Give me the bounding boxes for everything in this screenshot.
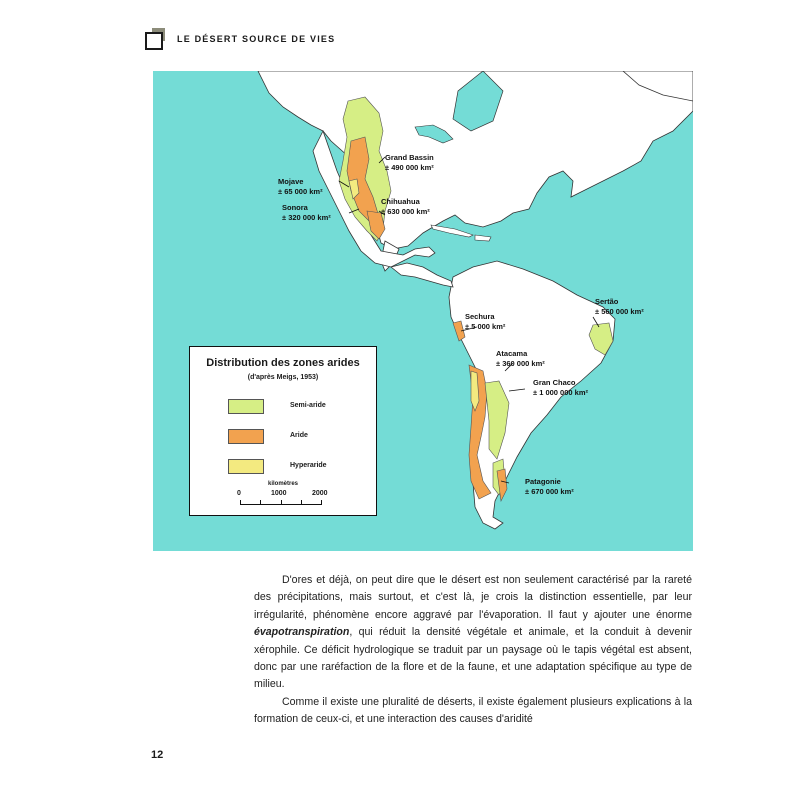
label-sechura: Sechura ± 5 000 km² <box>465 312 506 331</box>
paragraph-2: Comme il existe une pluralité de déserts, il existe également plusieurs explications à la formation de ceux-ci, et une interaction des causes d'aridité <box>254 695 692 726</box>
legend-item-hyperaride <box>228 459 264 474</box>
legend-label-semi-aride: Semi-aride <box>290 402 326 409</box>
body-text <box>254 572 692 729</box>
scale-bar <box>240 499 322 505</box>
hispaniola-island <box>475 235 491 241</box>
central-america-isthmus <box>391 263 453 287</box>
legend-subtitle: (d'après Meigs, 1953) <box>247 374 319 381</box>
map-legend <box>189 346 377 516</box>
label-atacama: Atacama ± 360 000 km² <box>496 349 545 368</box>
emphasis-term: évapotranspiration <box>254 626 350 639</box>
cuba-island <box>431 225 473 237</box>
label-sertao: Sertão ± 560 000 km² <box>595 297 644 316</box>
label-patagonie: Patagonie ± 670 000 km² <box>525 477 574 496</box>
legend-item-semi-aride <box>228 399 264 414</box>
label-gran-chaco: Gran Chaco ± 1 000 000 km² <box>533 378 588 397</box>
label-mojave: Mojave ± 65 000 km² <box>278 177 323 196</box>
scale-tick-1000: 1000 <box>271 490 287 497</box>
legend-swatch <box>228 429 264 444</box>
label-sonora: Sonora ± 320 000 km² <box>282 203 331 222</box>
page-number: 12 <box>151 749 164 761</box>
legend-swatch <box>228 399 264 414</box>
paragraph-1: D'ores et déjà, on peut dire que le désert est non seulement caractérisé par la rareté des précipitations, mais surtout, et c'est là, je crois la distinction essentielle, par leur irrégularité, phénomène encore aggravé par l'évaporation. Il faut y ajouter une énorme évapotranspiration, qui réduit la densité végétale et animale, et la conduit à devenir xérophile. Ce déficit hydrologique se traduit par un paysage où le tapis végétal est absent, donc par une raréfaction de la flore et de la faune, et une adaptation spécifique au type de milieu. <box>254 574 692 691</box>
label-chihuahua: Chihuahua ± 630 000 km² <box>381 197 430 216</box>
legend-item-aride <box>228 429 264 444</box>
scale-title: kilomètres <box>268 481 299 487</box>
overlapping-squares-logo-icon <box>145 28 167 50</box>
legend-title: Distribution des zones arides <box>206 357 360 369</box>
legend-label-hyperaride: Hyperaride <box>290 462 327 469</box>
scale-tick-0: 0 <box>237 490 241 497</box>
scale-tick-2000: 2000 <box>312 490 328 497</box>
legend-swatch <box>228 459 264 474</box>
label-grand-bassin: Grand Bassin ± 490 000 km² <box>385 153 434 172</box>
legend-label-aride: Aride <box>290 432 308 439</box>
running-header <box>145 29 335 49</box>
running-header-title: LE DÉSERT SOURCE DE VIES <box>177 34 336 44</box>
americas-arid-zones-map <box>153 71 693 551</box>
